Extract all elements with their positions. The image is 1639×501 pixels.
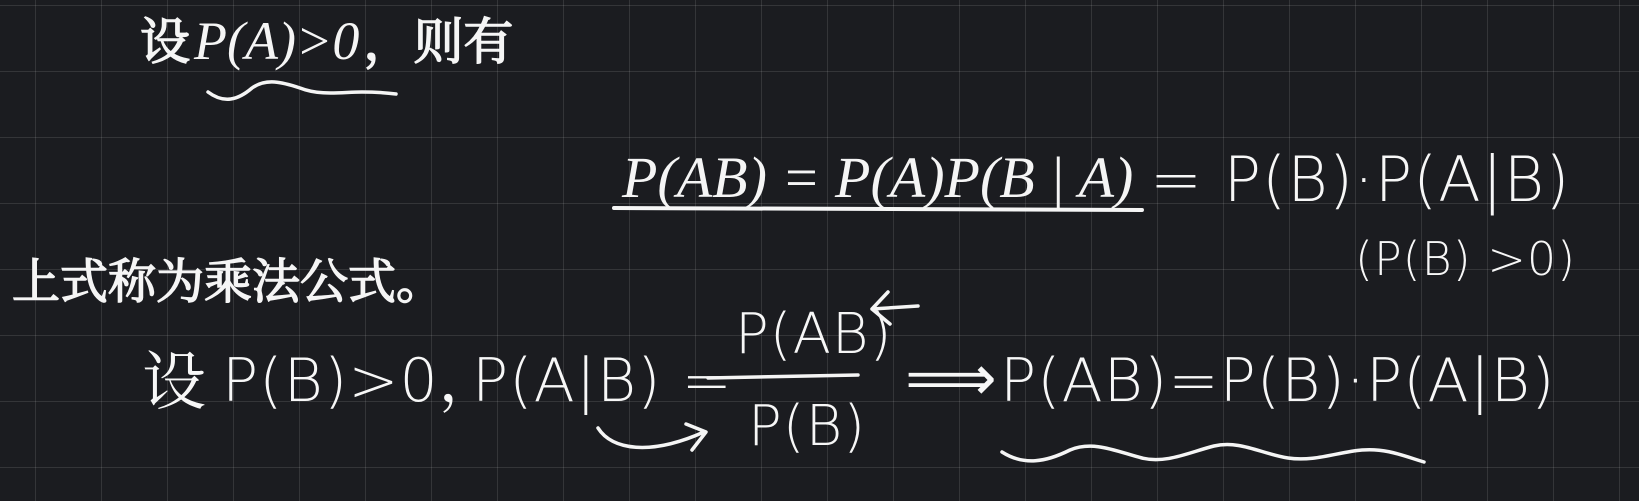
derivation-premise-char: 设 — [142, 346, 207, 420]
fraction-numerator: P(AB) — [735, 302, 893, 367]
multiplication-formula: P(AB) = P(A)P(B | A) — [622, 145, 1134, 210]
condition-formula: P(A)>0 — [194, 11, 360, 71]
fraction-bar — [708, 375, 858, 378]
derivation-result: P(AB)=P(B)·P(A|B) — [1000, 346, 1556, 416]
formula-caption: 上式称为乘法公式。 — [12, 254, 445, 310]
derivation-premise: P(B)>0， — [222, 346, 500, 416]
derivation-lhs: P(A|B) = — [472, 346, 733, 416]
wavy-underline-condition — [208, 82, 396, 99]
wavy-underline-result — [1002, 445, 1424, 462]
formula-underline — [614, 208, 1142, 210]
implies-arrow: ⟹ — [905, 342, 998, 416]
handwritten-condition-note: (P(B) >0) — [1355, 232, 1577, 286]
handwritten-formula-extension: = P(B)·P(A|B) — [1150, 143, 1571, 216]
condition-prefix: 设 — [140, 13, 190, 71]
curved-arrow-icon — [598, 424, 706, 450]
condition-suffix: ，则有 — [363, 13, 514, 71]
left-arrow-icon — [872, 292, 918, 324]
fraction-denominator: P(B) — [748, 394, 867, 459]
